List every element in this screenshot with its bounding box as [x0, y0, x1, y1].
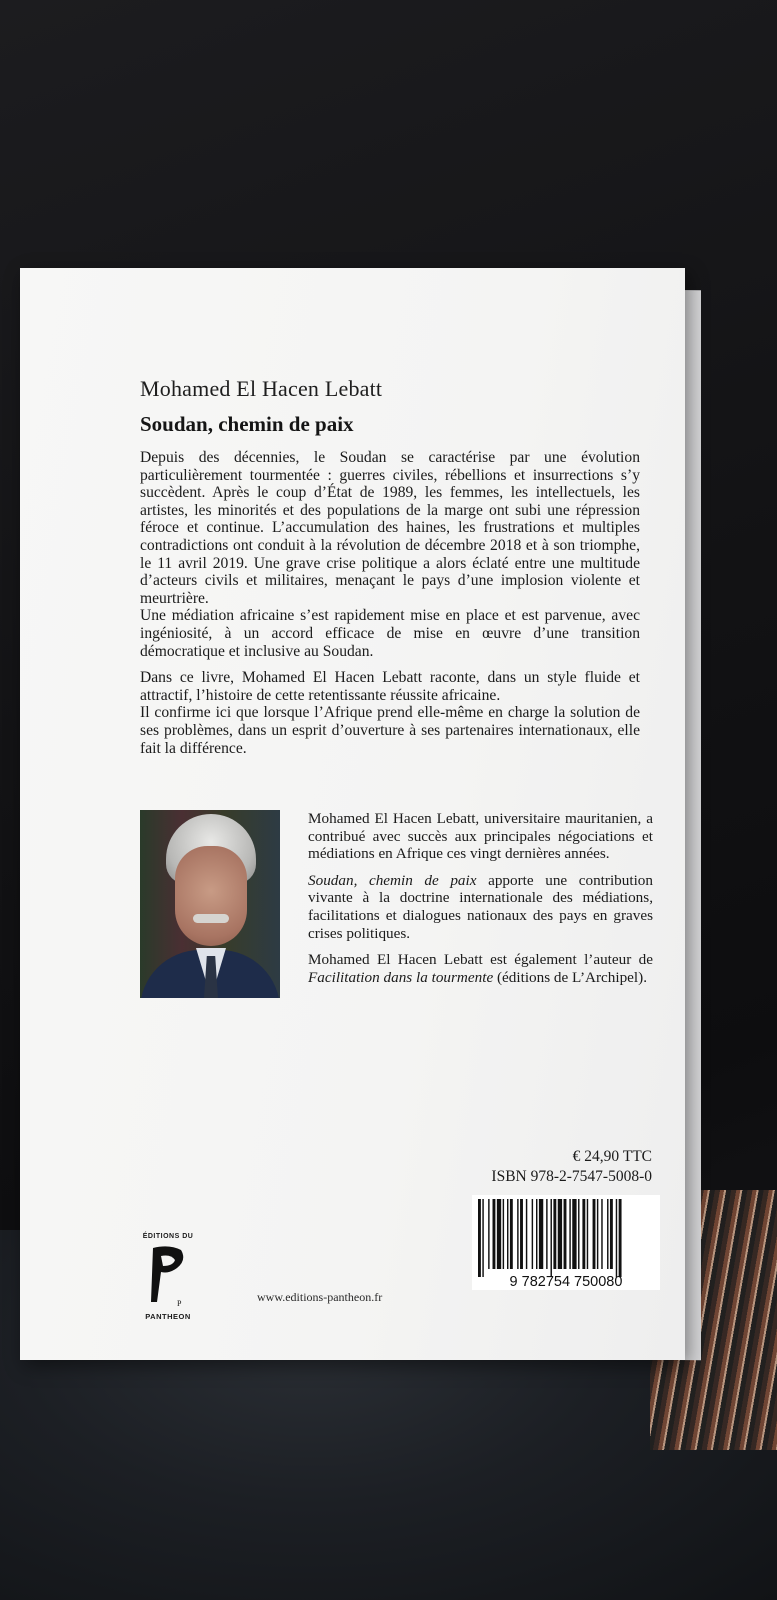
price-label: € 24,90 TTC: [572, 1148, 652, 1165]
barcode-bar: [582, 1199, 585, 1269]
publisher-top-text: ÉDITIONS DU: [142, 1233, 194, 1240]
book-back-cover: [20, 268, 685, 1360]
barcode-digits: 9 782754 750080: [509, 1274, 623, 1290]
barcode-bar: [569, 1199, 570, 1269]
barcode-bar: [517, 1199, 518, 1269]
barcode-bar: [601, 1199, 602, 1269]
barcode-bar: [488, 1199, 489, 1269]
bio-paragraph-3-end: (éditions de L’Archipel).: [493, 968, 647, 986]
barcode-bar: [478, 1199, 481, 1277]
blurb-text: [140, 449, 640, 766]
barcode-bar: [593, 1199, 596, 1269]
bio-other-book-title: Facilitation dans la tourmente: [308, 968, 494, 986]
barcode-bar: [587, 1199, 588, 1269]
blurb-paragraph-2: Une médiation africaine s’est rapidement mise en place et est parvenue, avec ingéniosité, à un accord efficace de mise en œuvre d’une transition démocratique et inclusive au Soudan.: [140, 607, 640, 660]
pantheon-p-icon: [147, 1242, 189, 1310]
barcode-bar: [536, 1199, 537, 1269]
publisher-logo: [133, 1233, 203, 1323]
barcode-bar: [482, 1199, 483, 1277]
barcode-bar: [507, 1199, 508, 1269]
barcode-bar: [520, 1199, 523, 1269]
publisher-website: www.editions-pantheon.fr: [257, 1290, 383, 1304]
barcode-bar: [564, 1199, 567, 1269]
barcode-bar: [558, 1199, 562, 1269]
blurb-paragraph-1: Depuis des décennies, le Soudan se caractérise par une évolution particulièrement tourmentée : guerres civiles, rébellions et insurrections s’y succèdent. Après le coup d’État de 1989, les femmes, les intellectuels, les artistes, les minorités et des populations de la marge ont subi une répression féroce et continue. L’accumulation des haines, les frustrations et multiples contradictions ont conduit à la révolution de décembre 2018 et à son triomphe, le 11 avril 2019. Une grave crise politique a alors éclaté entre une multitude d’acteurs civils et militaires, menaçant le pays d’une implosion violente et meurtrière.: [140, 449, 640, 607]
barcode-bar: [553, 1199, 556, 1269]
blurb-paragraph-4: Il confirme ici que lorsque l’Afrique prend elle-même en charge la solution de ses problèmes, dans un esprit d’ouverture à ses partenaires internationaux, elle fait la différence.: [140, 704, 640, 757]
barcode-bar: [578, 1199, 579, 1269]
publisher-letter: P: [177, 1299, 182, 1308]
barcode-bar: [607, 1199, 608, 1269]
author-name: Mohamed El Hacen Lebatt: [140, 376, 383, 401]
barcode-bar: [610, 1199, 613, 1269]
barcode-bar: [551, 1199, 552, 1277]
author-bio: [308, 810, 653, 995]
photo-mustache: [193, 914, 229, 923]
isbn-label: ISBN 978-2-7547-5008-0: [491, 1168, 652, 1185]
book-title: Soudan, chemin de paix: [140, 412, 354, 436]
bio-book-title: Soudan, chemin de paix: [308, 871, 477, 889]
barcode-bar: [619, 1199, 622, 1277]
barcode-bar: [597, 1199, 598, 1269]
barcode-bar: [539, 1199, 543, 1269]
bio-paragraph-3-start: Mohamed El Hacen Lebatt est également l’auteur de: [308, 951, 653, 969]
bio-paragraph-2-text: apporte une contribution vivante à la doctrine internationale des médiations, facilitations et dialogues nationaux des pays en graves crises politiques.: [308, 871, 653, 942]
publisher-name: PANTHEON: [145, 1312, 191, 1321]
blurb-paragraph-3: Dans ce livre, Mohamed El Hacen Lebatt raconte, dans un style fluide et attractif, l’histoire de cette retentissante réussite africaine.: [140, 669, 640, 704]
author-photo: [140, 810, 280, 998]
barcode-bar: [526, 1199, 527, 1269]
barcode-bar: [532, 1199, 533, 1269]
barcode-bar: [572, 1199, 576, 1269]
barcode: [472, 1195, 660, 1290]
barcode-bar: [493, 1199, 496, 1269]
barcode-bar: [510, 1199, 513, 1269]
bio-paragraph-1: Mohamed El Hacen Lebatt, universitaire mauritanien, a contribué avec succès aux principales négociations et médiations en Afrique ces vingt dernières années.: [308, 810, 653, 863]
bio-paragraph-3: [308, 951, 653, 986]
barcode-bar: [546, 1199, 547, 1269]
barcode-bar: [503, 1199, 504, 1269]
photo-face: [175, 846, 247, 946]
barcode-bar: [497, 1199, 501, 1269]
barcode-bar: [616, 1199, 617, 1277]
bio-paragraph-2: [308, 872, 653, 942]
